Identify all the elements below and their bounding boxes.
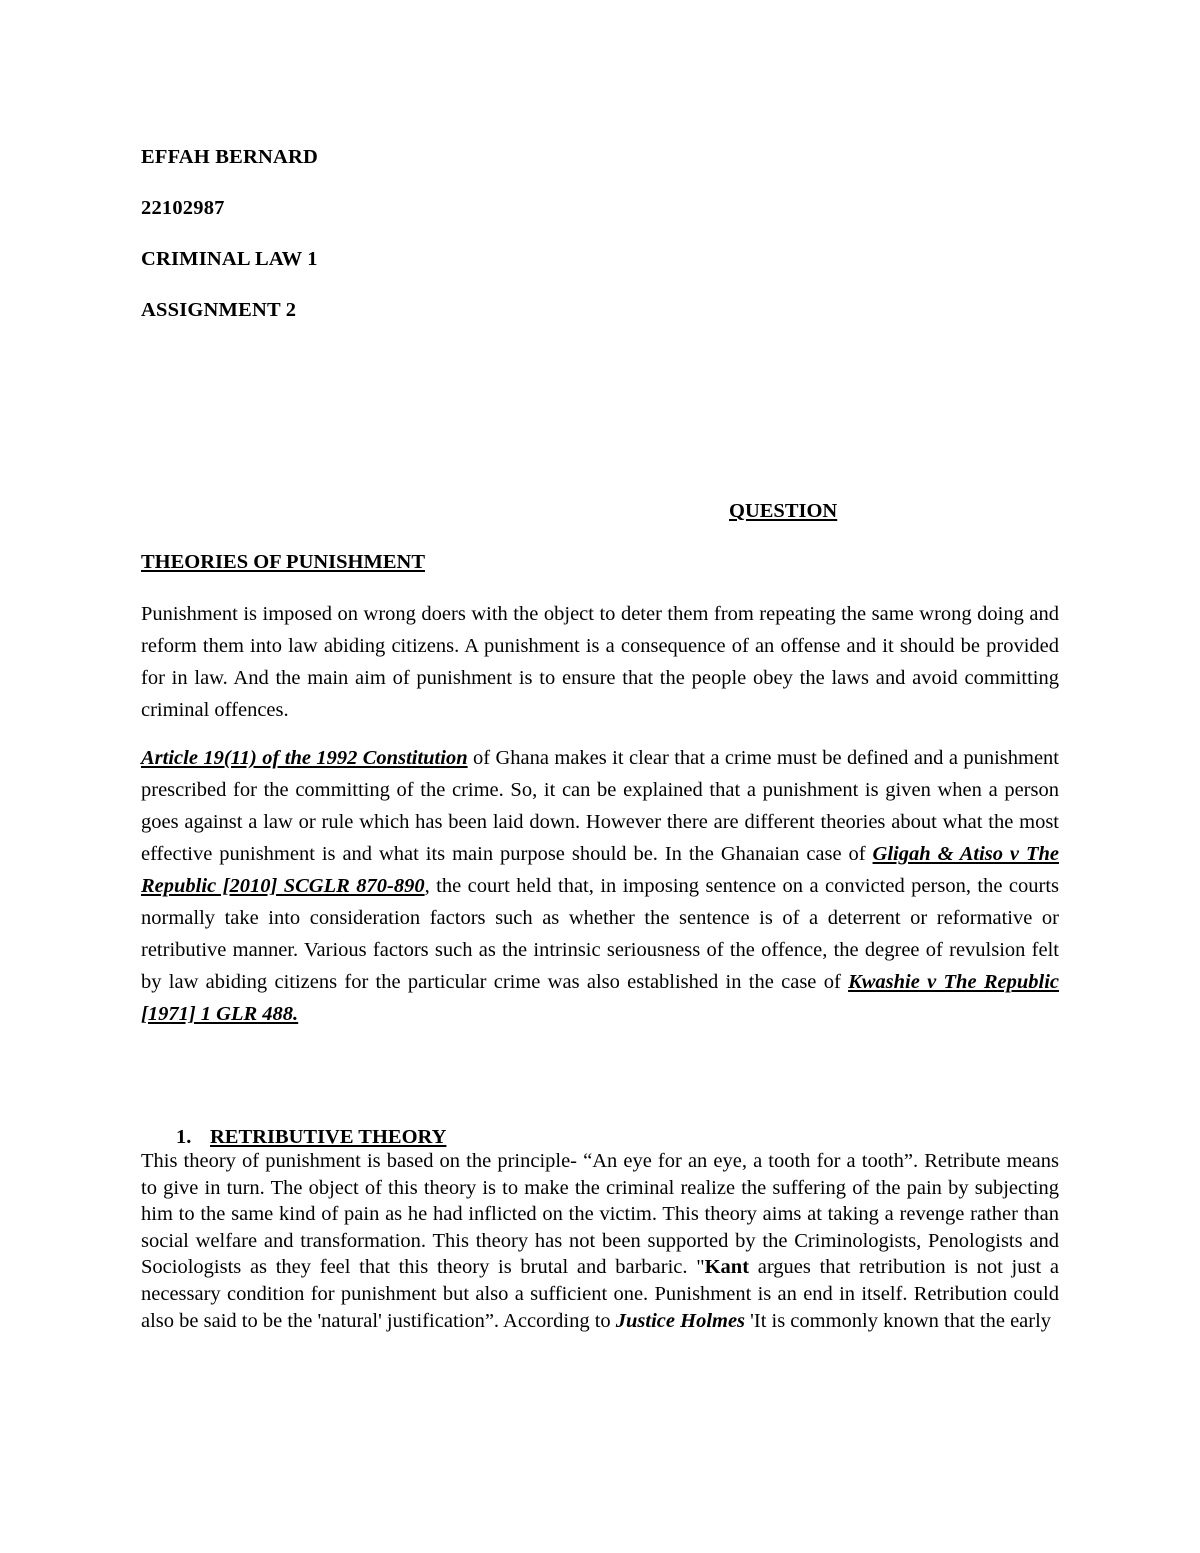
student-id: 22102987 (141, 197, 225, 219)
paragraph-text: of Ghana makes it clear that a crime must be defined and a punishment prescribed for the committing of the crime. So, it can be explained that a punishment is given when a person goes against a law or rule which has been laid down. However there are different theories about what the most effective punishment is and what its main purpose should be. In the Ghanaian case of (141, 747, 1059, 865)
section-number: 1. (176, 1126, 192, 1148)
section-heading-retributive (176, 1125, 446, 1149)
paragraph-text: This theory of punishment is based on the principle- “An eye for an eye, a tooth for a tooth”. Retribute means to give in turn. The object of this theory is to make the criminal realize the suffering of the pain by subjecting him to the same kind of pain as he had inflicted on the victim. This theory aims at taking a revenge rather than social welfare and transformation. This theory has not been supported by the Criminologists, Penologists and Sociologists as they feel that this theory is brutal and barbaric. " (141, 1150, 1059, 1279)
holmes-name: Justice Holmes (615, 1309, 746, 1332)
paragraph-text: argues that retribution is not just a necessary condition for punishment but also a sufficient one. Punishment is an end in itself. Retribution could also be said to be the 'natural' justification”. According to (141, 1256, 1059, 1332)
constitution-paragraph (141, 742, 1059, 1030)
question-label: QUESTION (729, 500, 838, 522)
constitution-reference: Article 19(11) of the 1992 Constitution (141, 747, 468, 769)
paragraph-text: , the court held that, in imposing sentence on a convicted person, the courts normally take into consideration factors such as whether the sentence is of a deterrent or reformative or retributive manner. Various factors such as the intrinsic seriousness of the offence, the degree of revulsion felt by law abiding citizens for the particular crime was also established in the case of (141, 875, 1059, 993)
course-title: CRIMINAL LAW 1 (141, 248, 318, 270)
retributive-paragraph (141, 1148, 1059, 1334)
author-name: EFFAH BERNARD (141, 146, 319, 168)
kant-name: Kant (704, 1256, 750, 1279)
case-reference-kwashie: Kwashie v The Republic [1971] 1 GLR 488. (141, 971, 1059, 1025)
assignment-title: ASSIGNMENT 2 (141, 299, 297, 321)
case-reference-gligah: Gligah & Atiso v The Republic [2010] SCGLR 870-890 (141, 843, 1059, 897)
section-title: RETRIBUTIVE THEORY (210, 1126, 447, 1148)
paragraph-text: 'It is commonly known that the early (745, 1309, 1052, 1332)
main-heading: THEORIES OF PUNISHMENT (141, 551, 426, 573)
intro-paragraph: Punishment is imposed on wrong doers with the object to deter them from repeating the same wrong doing and reform them into law abiding citizens. A punishment is a consequence of an offense and it should be provided for in law. And the main aim of punishment is to ensure that the people obey the laws and avoid committing criminal offences. (141, 603, 1059, 721)
